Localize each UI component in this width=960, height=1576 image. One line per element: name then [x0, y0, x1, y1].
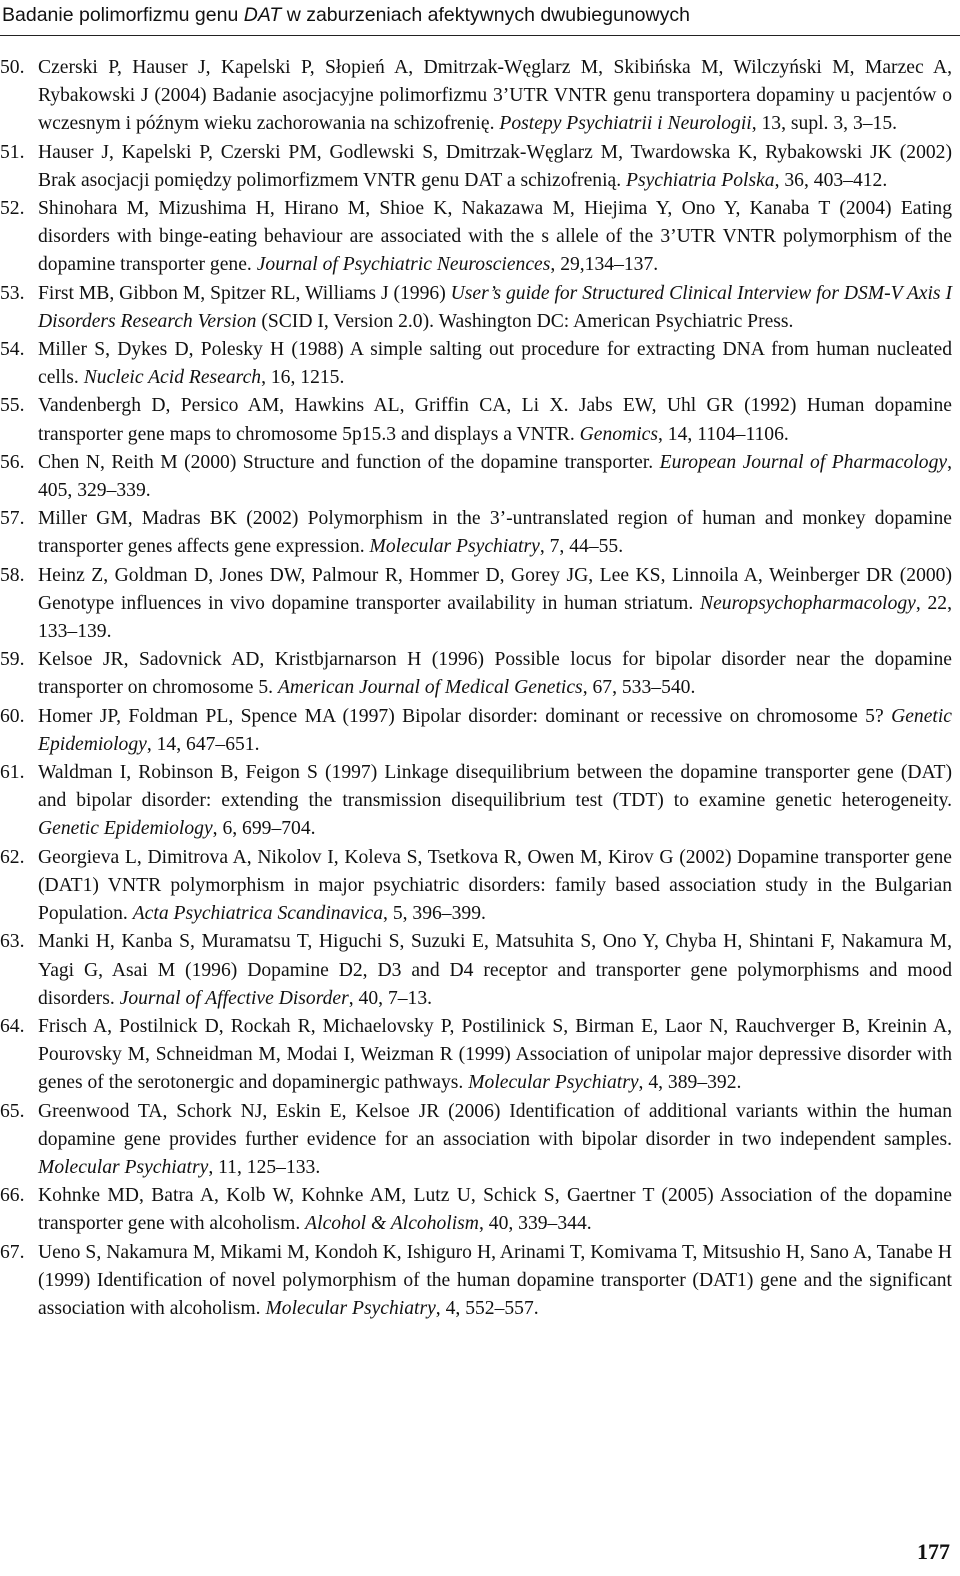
reference-text — [38, 452, 952, 501]
reference-number: 61. — [0, 762, 25, 784]
running-header — [0, 0, 960, 36]
reference-details: , 6, 699–704. — [212, 818, 316, 840]
reference-item — [0, 562, 952, 647]
reference-journal: Nucleic Acid Research — [83, 367, 262, 389]
reference-number: 66. — [0, 1185, 25, 1207]
reference-text — [38, 1101, 952, 1178]
reference-details: , 11, 125–133. — [208, 1156, 321, 1178]
reference-details: (SCID I, Version 2.0). Washington DC: American Psychiatric Press. — [256, 310, 794, 332]
reference-item — [0, 336, 952, 392]
reference-details: , 4, 389–392. — [638, 1072, 742, 1094]
reference-text — [38, 847, 952, 924]
reference-details: , 29,134–137. — [550, 254, 659, 276]
reference-journal: Genetic Epidemiology — [38, 705, 952, 755]
reference-number: 56. — [0, 451, 25, 473]
reference-details: , 16, 1215. — [261, 367, 345, 389]
page-number: 177 — [917, 1539, 950, 1564]
reference-details: , 5, 396–399. — [383, 903, 486, 925]
reference-text — [38, 283, 952, 332]
reference-body: Manki H, Kanba S, Muramatsu T, Higuchi S, Suzuki E, Matsuhita S, Ono Y, Chyba H, Shintani F, Nakamura M, Yagi G, Asai M (1996) Dopamine D2, D3 and D4 receptor and transporter gene polymorphisms and mood disorders. — [38, 931, 952, 1009]
reference-number: 58. — [0, 564, 25, 586]
reference-item — [0, 449, 952, 505]
reference-text — [38, 762, 952, 839]
reference-body: Kohnke MD, Batra A, Kolb W, Kohnke AM, Lutz U, Schick S, Gaertner T (2005) Association of the dopamine transporter gene with alcoholism. — [38, 1185, 952, 1235]
reference-journal: Genomics — [579, 423, 658, 445]
reference-body: Kelsoe JR, Sadovnick AD, Kristbjarnarson H (1996) Possible locus for bipolar disorder near the dopamine transporter on chromosome 5. — [38, 649, 952, 699]
reference-item — [0, 1013, 952, 1098]
reference-item — [0, 195, 952, 280]
reference-item — [0, 54, 952, 139]
reference-body: Greenwood TA, Schork NJ, Eskin E, Kelsoe JR (2006) Identification of additional variants within the human dopamine gene provides further evidence for an association with bipolar disorder in two independent samples. — [38, 1100, 952, 1150]
reference-item — [0, 703, 952, 759]
reference-number: 50. — [0, 57, 25, 78]
reference-item — [0, 139, 952, 195]
reference-body: Miller GM, Madras BK (2002) Polymorphism in the 3’-untranslated region of human and monkey dopamine transporter genes affects gene expression. — [38, 508, 952, 558]
reference-text — [38, 565, 952, 642]
reference-body: Shinohara M, Mizushima H, Hirano M, Shioe K, Nakazawa M, Hiejima Y, Ono Y, Kanaba T (2004) Eating disorders with binge-eating behaviour are associated with the s allele of the 3’UTR VNTR polymorphism of the dopamine transporter gene. — [38, 198, 952, 276]
reference-journal: Genetic Epidemiology — [38, 818, 213, 840]
reference-number: 53. — [0, 282, 25, 304]
reference-journal: Psychiatria Polska — [626, 169, 775, 191]
reference-text — [38, 508, 952, 557]
reference-text — [38, 198, 952, 275]
reference-body: Georgieva L, Dimitrova A, Nikolov I, Koleva S, Tsetkova R, Owen M, Kirov G (2002) Dopamine transporter gene (DAT1) VNTR polymorphism in major psychiatric disorders: family based association study in the Bulgarian Population. — [38, 846, 952, 925]
reference-number: 65. — [0, 1100, 25, 1122]
reference-item — [0, 928, 952, 1013]
reference-body: Homer JP, Foldman PL, Spence MA (1997) Bipolar disorder: dominant or recessive on chromosome 5? — [38, 705, 892, 727]
reference-body: Chen N, Reith M (2000) Structure and function of the dopamine transporter. — [38, 451, 660, 473]
reference-details: , 13, supl. 3, 3–15. — [751, 113, 898, 135]
reference-body: Miller S, Dykes D, Polesky H (1988) A simple salting out procedure for extracting DNA from human nucleated cells. — [38, 339, 952, 389]
header-title-before: Badanie polimorfizmu genu — [2, 4, 244, 26]
reference-body: First MB, Gibbon M, Spitzer RL, Williams J (1996) — [38, 282, 451, 304]
reference-journal: Molecular Psychiatry — [38, 1156, 209, 1178]
reference-text — [38, 57, 952, 134]
reference-text — [38, 1242, 952, 1319]
reference-text — [38, 931, 952, 1008]
reference-body: Czerski P, Hauser J, Kapelski P, Słopień A, Dmitrzak-Węglarz M, Skibińska M, Wilczyński M, Marzec A, Rybakowski J (2004) Badanie asocjacyjne polimorfizmu 3’UTR VNTR genu transportera dopaminy u pacjentów o wczesnym i późnym wieku zachorowania na schizofrenię. — [38, 57, 952, 135]
reference-number: 67. — [0, 1241, 25, 1263]
reference-number: 55. — [0, 395, 25, 417]
reference-details: , 14, 1104–1106. — [658, 423, 789, 445]
reference-journal: Molecular Psychiatry — [369, 536, 540, 558]
reference-journal: Postepy Psychiatrii i Neurologii — [499, 113, 752, 135]
reference-journal: European Journal of Pharmacology — [659, 451, 948, 473]
reference-body: Waldman I, Robinson B, Feigon S (1997) Linkage disequilibrium between the dopamine transporter gene (DAT) and bipolar disorder: extending the transmission disequilibrium test (TDT) to examine genetic heterogeneity. — [38, 762, 952, 812]
reference-journal: Neuropsychopharmacology — [700, 592, 916, 614]
reference-item — [0, 646, 952, 702]
reference-text — [38, 1016, 952, 1093]
reference-body: Frisch A, Postilnick D, Rockah R, Michaelovsky P, Postilinick S, Birman E, Laor N, Rauchverger B, Kreinin A, Pourovsky M, Schneidman M, Modai I, Weizman R (1999) Association of unipolar major depressive disorder with genes of the serotonergic and dopaminergic pathways. — [38, 1015, 952, 1094]
reference-number: 54. — [0, 339, 25, 361]
reference-details: , 405, 329–339. — [38, 451, 952, 502]
reference-number: 57. — [0, 508, 25, 530]
reference-number: 60. — [0, 705, 25, 727]
reference-journal: User’s guide for Structured Clinical Interview for DSM-V Axis I Disorders Research Version — [38, 282, 952, 332]
reference-text — [38, 649, 952, 698]
reference-details: , 67, 533–540. — [582, 677, 696, 699]
reference-item — [0, 392, 952, 448]
reference-journal: Journal of Psychiatric Neurosciences — [256, 254, 551, 276]
reference-details: , 40, 339–344. — [478, 1213, 592, 1235]
reference-details: , 7, 44–55. — [539, 536, 624, 558]
reference-text — [38, 1185, 952, 1234]
reference-number: 64. — [0, 1015, 25, 1037]
reference-number: 52. — [0, 198, 25, 220]
reference-item — [0, 505, 952, 561]
running-header-title — [2, 3, 690, 27]
reference-item — [0, 1182, 952, 1238]
header-title-italic: DAT — [243, 4, 282, 26]
reference-journal: Alcohol & Alcoholism — [305, 1213, 479, 1235]
reference-text — [38, 339, 952, 388]
reference-text — [38, 395, 952, 444]
reference-details: , 36, 403–412. — [774, 169, 888, 191]
reference-details: , 22, 133–139. — [38, 592, 952, 643]
reference-item — [0, 280, 952, 336]
reference-details: , 4, 552–557. — [435, 1297, 539, 1319]
reference-journal: Molecular Psychiatry — [468, 1072, 639, 1094]
reference-journal: Journal of Affective Disorder — [119, 987, 349, 1009]
reference-details: , 40, 7–13. — [348, 987, 433, 1009]
reference-number: 62. — [0, 846, 25, 868]
reference-journal: Acta Psychiatrica Scandinavica — [132, 903, 384, 925]
reference-item — [0, 1098, 952, 1183]
reference-text — [38, 706, 952, 755]
reference-body: Vandenbergh D, Persico AM, Hawkins AL, Griffin CA, Li X. Jabs EW, Uhl GR (1992) Human dopamine transporter gene maps to chromosome 5p15.3 and displays a VNTR. — [38, 395, 952, 445]
reference-journal: Molecular Psychiatry — [265, 1297, 436, 1319]
reference-number: 51. — [0, 141, 25, 163]
reference-body: Hauser J, Kapelski P, Czerski PM, Godlewski S, Dmitrzak-Węglarz M, Twardowska K, Rybakowski JK (2002) Brak asocjacji pomiędzy polimorfizmem VNTR genu DAT a schizofrenią. — [38, 141, 952, 191]
reference-list — [0, 54, 952, 1323]
header-title-after: w zaburzeniach afektywnych dwubiegunowych — [281, 4, 690, 26]
reference-details: , 14, 647–651. — [146, 733, 260, 755]
reference-number: 59. — [0, 649, 25, 671]
reference-text — [38, 142, 952, 191]
reference-body: Heinz Z, Goldman D, Jones DW, Palmour R, Hommer D, Gorey JG, Lee KS, Linnoila A, Weinberger DR (2000) Genotype influences in vivo dopamine transporter availability in human striatum. — [38, 564, 952, 614]
reference-item — [0, 759, 952, 844]
reference-body: Ueno S, Nakamura M, Mikami M, Kondoh K, Ishiguro H, Arinami T, Komivama T, Mitsushio H, Sano A, Tanabe H (1999) Identification of novel polymorphism of the human dopamine transporter (DAT1) gene and the significant association with alcoholism. — [38, 1241, 952, 1319]
reference-journal: American Journal of Medical Genetics — [277, 677, 583, 699]
reference-item — [0, 844, 952, 929]
reference-item — [0, 1239, 952, 1324]
reference-number: 63. — [0, 931, 25, 953]
